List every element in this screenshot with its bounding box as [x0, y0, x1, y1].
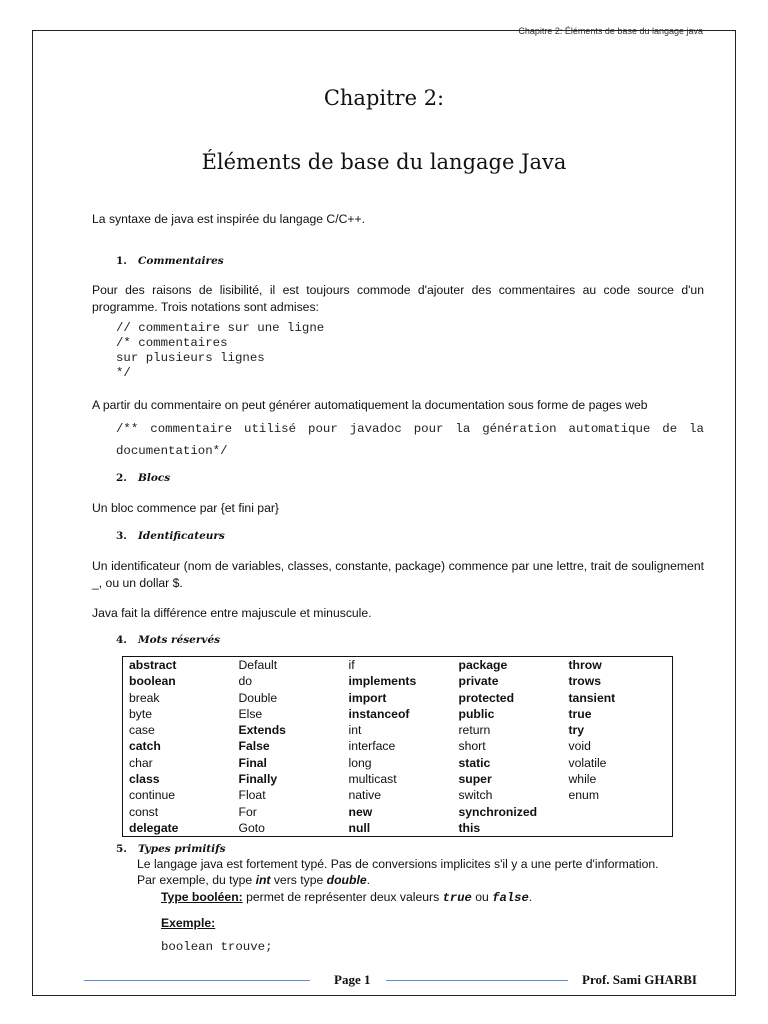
- table-row: [123, 804, 673, 820]
- paragraph: Un identificateur (nom de variables, classes, constante, package) commence par une lettre, trait de soulignement _, ou un dollar $.: [92, 559, 704, 590]
- keyword-cell: abstract: [129, 658, 177, 672]
- keyword-cell: implements: [348, 674, 417, 689]
- section-heading-identificateurs: [116, 530, 225, 542]
- keyword-cell: [563, 820, 673, 837]
- section-number: 2.: [116, 472, 127, 484]
- text-run: vers type: [270, 873, 327, 887]
- keyword-cell: do: [238, 674, 253, 689]
- code-block-comments: // commentaire sur une ligne /* commentaires sur plusieurs lignes */: [116, 321, 325, 380]
- keyword-cell: synchronized: [458, 804, 538, 819]
- keyword-cell: int: [348, 723, 362, 738]
- table-row: [123, 722, 673, 738]
- section-number: 1.: [116, 255, 127, 267]
- value-true: true: [442, 891, 472, 905]
- keyword-cell: switch: [458, 788, 493, 803]
- type-double: double: [326, 873, 367, 887]
- chapter-title: Chapitre 2:: [323, 86, 445, 110]
- keyword-cell: static: [458, 755, 491, 770]
- paragraph: Le langage java est fortement typé. Pas de conversions implicites s'il y a une perte d'information.: [137, 857, 659, 871]
- code-block-javadoc: /** commentaire utilisé pour javadoc pour la génération automatique de la documentation*/: [116, 422, 704, 458]
- keyword-cell: tansient: [568, 690, 616, 705]
- section-title: Identificateurs: [138, 530, 225, 542]
- keyword-cell: public: [458, 706, 495, 721]
- keyword-cell: boolean: [129, 674, 176, 689]
- running-header: Chapitre 2: Éléments de base du langage java: [518, 26, 703, 36]
- keyword-cell: Float: [238, 788, 266, 803]
- keyword-cell: instanceof: [348, 706, 410, 721]
- section-heading-types-primitifs: [116, 843, 226, 855]
- section-number: 5.: [116, 843, 127, 855]
- keyword-cell: native: [348, 788, 382, 803]
- keyword-cell: Double: [238, 690, 278, 705]
- keyword-cell: true: [568, 706, 592, 721]
- keyword-cell: const: [129, 804, 159, 819]
- keyword-cell: class: [129, 772, 160, 787]
- keyword-cell: multicast: [348, 772, 397, 787]
- reserved-words-table: [122, 656, 673, 837]
- section-heading-mots-reserves: [116, 634, 220, 646]
- table-row: [123, 673, 673, 689]
- section-heading-blocs: [116, 472, 170, 484]
- section-title: Blocs: [138, 472, 171, 484]
- keyword-cell: interface: [348, 739, 396, 754]
- section-heading-commentaires: [116, 255, 224, 267]
- table-row: [123, 706, 673, 722]
- chapter-subtitle: Éléments de base du langage Java: [201, 150, 567, 174]
- keyword-cell: volatile: [568, 755, 607, 770]
- code-example: boolean trouve;: [161, 940, 273, 954]
- keyword-cell: continue: [129, 788, 176, 803]
- keyword-cell: Goto: [238, 820, 265, 835]
- type-int: int: [255, 873, 271, 887]
- table-row: [123, 657, 673, 674]
- value-false: false: [492, 891, 529, 905]
- keyword-cell: short: [458, 739, 486, 754]
- keyword-cell: catch: [129, 739, 161, 754]
- keyword-cell: new: [348, 804, 373, 819]
- intro-paragraph: La syntaxe de java est inspirée du langage C/C++.: [92, 212, 366, 226]
- table-row: [123, 755, 673, 771]
- keyword-cell: while: [568, 772, 597, 787]
- text-run: .: [528, 890, 533, 904]
- footer-page-number: Page 1: [334, 972, 371, 987]
- section-title: Commentaires: [138, 255, 224, 267]
- keyword-cell: char: [129, 755, 153, 770]
- keyword-cell: import: [348, 690, 387, 705]
- keyword-cell: Default: [238, 658, 278, 672]
- keyword-cell: enum: [568, 788, 599, 803]
- section-number: 4.: [116, 634, 127, 646]
- keyword-cell: return: [458, 723, 491, 738]
- footer-rule-left: [84, 980, 310, 981]
- keyword-cell: this: [458, 820, 481, 835]
- section-title: Types primitifs: [138, 843, 226, 855]
- keyword-cell: super: [458, 772, 492, 787]
- table-row: [123, 690, 673, 706]
- example-label-text: Exemple:: [161, 916, 216, 930]
- keyword-cell: protected: [458, 690, 515, 705]
- paragraph: [137, 872, 370, 889]
- section-number: 3.: [116, 530, 127, 542]
- boolean-label: Type booléen:: [161, 890, 243, 904]
- keyword-cell: trows: [568, 674, 602, 689]
- keyword-cell: try: [568, 723, 585, 738]
- paragraph: Pour des raisons de lisibilité, il est toujours commode d'ajouter des commentaires au code source d'un programme. Trois notations sont admises:: [92, 283, 704, 314]
- keyword-cell: if: [348, 658, 355, 672]
- keyword-cell: byte: [129, 706, 153, 721]
- table-row: [123, 787, 673, 803]
- keyword-cell: [563, 804, 673, 820]
- paragraph: A partir du commentaire on peut générer automatiquement la documentation sous forme de pages web: [92, 398, 648, 412]
- keyword-cell: break: [129, 690, 160, 705]
- keyword-cell: False: [238, 739, 270, 754]
- keyword-cell: Finally: [238, 772, 278, 787]
- text-run: permet de représenter deux valeurs: [242, 890, 443, 904]
- paragraph: Java fait la différence entre majuscule et minuscule.: [92, 606, 372, 620]
- paragraph: Un bloc commence par {et fini par}: [92, 501, 279, 515]
- keyword-cell: long: [348, 755, 372, 770]
- example-label: [161, 915, 215, 932]
- table-row: [123, 771, 673, 787]
- keyword-cell: case: [129, 723, 155, 738]
- keyword-cell: package: [458, 658, 508, 672]
- keyword-cell: throw: [568, 658, 602, 672]
- keyword-cell: Extends: [238, 723, 286, 738]
- keyword-cell: void: [568, 739, 591, 754]
- keyword-cell: null: [348, 820, 371, 835]
- keyword-cell: Final: [238, 755, 267, 770]
- text-run: .: [366, 873, 371, 887]
- text-run: Par exemple, du type: [137, 873, 256, 887]
- section-title: Mots réservés: [138, 634, 221, 646]
- keyword-cell: private: [458, 674, 499, 689]
- keyword-cell: delegate: [129, 820, 179, 835]
- text-run: ou: [471, 890, 493, 904]
- keyword-cell: For: [238, 804, 257, 819]
- footer-rule-right: [386, 980, 568, 981]
- paragraph-boolean: [161, 889, 532, 907]
- table-row: [123, 820, 673, 837]
- footer-author: Prof. Sami GHARBI: [582, 972, 697, 987]
- table-row: [123, 738, 673, 754]
- keyword-cell: Else: [238, 706, 263, 721]
